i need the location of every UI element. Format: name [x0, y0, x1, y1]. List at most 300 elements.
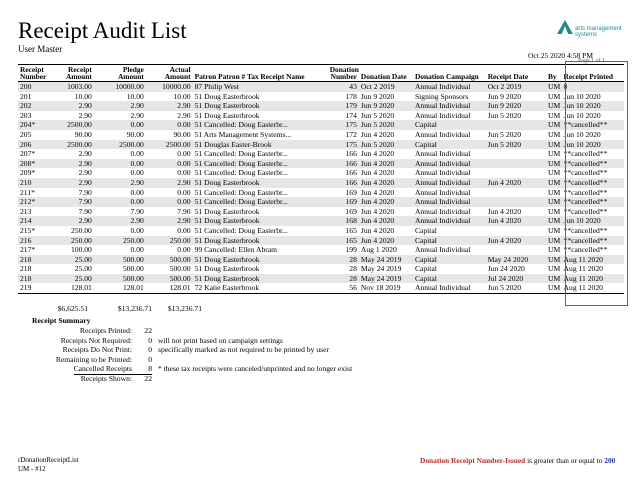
summary-value: 22: [144, 326, 152, 335]
cell-receipt-amount: 2.90: [78, 149, 92, 159]
cell-by: UM: [547, 158, 561, 168]
cell-receipt-printed: Aug 11 2020: [562, 255, 624, 265]
cell-receipt-date: Jun 5 2020: [486, 140, 546, 150]
cell-by: UM: [547, 187, 561, 197]
cell-pledge-amount: 2500.00: [94, 140, 146, 150]
cell-receipt-date: [486, 149, 546, 159]
summary-note: will not print based on campaign settings: [158, 335, 283, 345]
cell-receipt-number: 206: [18, 140, 47, 150]
summary-row: [18, 345, 348, 355]
cell-donation-number: 28: [328, 255, 359, 265]
cell-actual-amount: 0.00: [177, 225, 191, 235]
cell-receipt-amount: 7.90: [78, 206, 92, 216]
col-actual-amount: Actual Amount: [146, 65, 193, 82]
cell-donation-campaign: Annual Individual: [413, 216, 486, 226]
cell-pledge-amount: 2.90: [94, 216, 146, 226]
cell-donation-number: 28: [349, 264, 357, 274]
cell-receipt-amount: 10.00: [74, 91, 92, 101]
cell-patron: 51 Doug Easterbrook: [193, 178, 328, 188]
cell-by: UM: [547, 273, 561, 283]
cell-donation-date: Jun 5 2020: [359, 120, 413, 130]
cell-donation-number: 199: [345, 245, 357, 255]
cell-donation-campaign: Signing Sponsors: [414, 91, 469, 101]
cell-patron: 51 Doug Easterbrook: [193, 101, 328, 111]
cell-receipt-number: 218: [18, 274, 47, 284]
cell-receipt-date: Jun 9 2020: [486, 101, 546, 111]
printed-date: Oct 25 2020 4:58 PM: [528, 51, 594, 60]
cell-patron: 87 Philip West: [193, 82, 328, 92]
cell-actual-amount: 500.00: [146, 274, 193, 284]
cell-pledge-amount: 10.00: [126, 91, 144, 101]
table-row: [18, 207, 624, 217]
cell-patron: 51 Cancelled: Doug Easterbr...: [194, 149, 288, 159]
cell-donation-campaign: Annual Individual: [414, 168, 471, 178]
cell-receipt-amount: 2500.00: [47, 120, 94, 130]
cell-donation-number: 169: [345, 187, 357, 197]
cell-receipt-amount: 25.00: [47, 255, 94, 265]
cell-receipt-amount: 2.90: [47, 159, 94, 169]
col-by: By: [546, 65, 562, 82]
cell-donation-date: Jun 4 2020: [360, 149, 395, 159]
cell-donation-campaign: Annual Individual: [414, 129, 471, 139]
cell-receipt-printed: **cancelled**: [563, 225, 608, 235]
summary-label: Receipts Printed:: [79, 326, 132, 335]
cell-receipt-number: 201: [20, 91, 32, 101]
cell-donation-number: 175: [328, 140, 359, 150]
cell-receipt-date: Oct 2 2019: [486, 82, 546, 92]
cell-pledge-amount: 2.90: [130, 110, 144, 120]
cell-receipt-printed: **cancelled**: [562, 159, 624, 169]
cell-receipt-date: [486, 168, 546, 178]
cell-donation-number: 174: [345, 110, 357, 120]
cell-receipt-number: 200: [18, 82, 47, 92]
cell-patron: 51 Doug Easterbrook: [194, 91, 260, 101]
cell-receipt-printed: Jun 10 2020: [562, 140, 624, 150]
cell-donation-campaign: Annual Individual: [414, 245, 471, 255]
report-subtitle: User Master: [18, 44, 63, 54]
cell-receipt-number: 214: [18, 216, 47, 226]
cell-by: UM: [547, 283, 561, 293]
cell-receipt-number: 218: [20, 264, 32, 274]
cell-receipt-printed: Jun 10 2020: [562, 216, 624, 226]
table-header-row: [18, 65, 624, 82]
cell-by: UM: [547, 206, 561, 216]
cell-actual-amount: 0.00: [146, 120, 193, 130]
table-row: [18, 216, 624, 226]
filter-field: Donation Receipt Number-Issued: [420, 456, 526, 465]
summary-label: Receipts Shown:: [80, 373, 132, 383]
total-actual-amount: $13,236.71: [167, 304, 202, 313]
cell-donation-number: 166: [345, 168, 357, 178]
cell-receipt-date: Jun 4 2020: [486, 236, 546, 246]
table-row: [18, 92, 624, 102]
cell-receipt-printed: Jun 10 2020: [563, 91, 601, 101]
cell-receipt-amount: 25.00: [74, 264, 92, 274]
summary-note: * these tax receipts were canceled/unprinted and no longer exist: [158, 364, 353, 373]
cell-receipt-date: [486, 197, 546, 207]
cell-receipt-number: 212*: [18, 197, 47, 207]
cell-actual-amount: 500.00: [169, 264, 191, 274]
cell-receipt-amount: 100.00: [70, 245, 92, 255]
cell-receipt-amount: 2.90: [78, 168, 92, 178]
cell-receipt-date: Jun 5 2020: [486, 283, 546, 293]
cell-donation-campaign: Annual Individual: [413, 178, 486, 188]
col-patron: Patron Patron # Tax Receipt Name: [193, 65, 328, 82]
cell-pledge-amount: 0.00: [94, 197, 146, 207]
cell-receipt-amount: 250.00: [70, 225, 92, 235]
footer-filter-rule: [420, 456, 615, 465]
cell-pledge-amount: 7.90: [130, 206, 144, 216]
cell-by: UM: [547, 225, 561, 235]
cell-pledge-amount: 250.00: [94, 236, 146, 246]
cell-actual-amount: 0.00: [177, 149, 191, 159]
cell-receipt-date: [486, 188, 546, 198]
summary-label: Cancelled Receipts: [73, 364, 132, 373]
cell-by: UM: [547, 120, 561, 130]
cell-by: UM: [547, 168, 561, 178]
cell-receipt-amount: 7.90: [47, 197, 94, 207]
cell-receipt-date: Jun 24 2020: [487, 264, 525, 274]
cell-pledge-amount: 0.00: [94, 120, 146, 130]
cell-receipt-printed: 0: [562, 82, 624, 92]
summary-note: specifically marked as not required to be printed by user: [158, 345, 330, 354]
footer-user-line: UM - #12: [18, 465, 46, 473]
cell-donation-number: 169: [345, 206, 357, 216]
cell-donation-number: 178: [345, 91, 357, 101]
table-row: [18, 188, 624, 198]
cell-patron: 51 Douglas Easter-Brook: [193, 140, 328, 150]
col-receipt-amount: Receipt Amount: [47, 65, 94, 82]
cell-actual-amount: 0.00: [177, 245, 191, 255]
table-row: [18, 197, 624, 207]
filter-operator: is greater than or equal to: [525, 456, 605, 465]
cell-donation-number: 172: [345, 129, 357, 139]
cell-donation-number: 165: [328, 236, 359, 246]
cell-pledge-amount: 0.00: [94, 159, 146, 169]
summary-value: 0: [148, 335, 152, 345]
footer-report-name: rDonationReceiptList: [18, 456, 79, 464]
report-title: Receipt Audit List: [18, 18, 187, 43]
cell-receipt-printed: **cancelled**: [563, 245, 608, 255]
cell-pledge-amount: 500.00: [94, 274, 146, 284]
cell-donation-campaign: Capital: [413, 274, 486, 284]
cell-receipt-date: [486, 159, 546, 169]
cell-donation-campaign: Capital: [413, 140, 486, 150]
summary-row: [18, 326, 348, 336]
cell-patron: 51 Cancelled: Doug Easterbr...: [194, 187, 288, 197]
cell-receipt-amount: 2.90: [78, 110, 92, 120]
cell-receipt-amount: 1003.00: [47, 82, 94, 92]
cell-donation-number: 166: [328, 178, 359, 188]
summary-row: [18, 374, 348, 384]
summary-label: Receipts Not Required:: [60, 335, 132, 345]
cell-patron: 51 Cancelled: Doug Easterbr...: [193, 197, 328, 207]
cell-actual-amount: 2.90: [146, 216, 193, 226]
cell-receipt-printed: **cancelled**: [562, 236, 624, 246]
col-receipt-date: Receipt Date: [486, 65, 546, 82]
cell-donation-campaign: Capital: [413, 120, 486, 130]
cell-receipt-number: 208*: [18, 159, 47, 169]
cell-donation-campaign: Annual Individual: [413, 283, 486, 293]
cell-donation-number: 175: [328, 120, 359, 130]
cell-patron: 51 Cancelled: Doug Easterbr...: [194, 168, 288, 178]
cell-actual-amount: 250.00: [146, 236, 193, 246]
table-row: [18, 82, 624, 92]
cell-receipt-amount: 2500.00: [47, 140, 94, 150]
summary-label: Remaining to be Printed:: [55, 354, 132, 364]
col-receipt-printed: Receipt Printed: [562, 65, 624, 82]
summary-title: Receipt Summary: [32, 316, 91, 325]
cell-receipt-amount: 90.00: [74, 129, 92, 139]
cell-pledge-amount: 90.00: [126, 129, 144, 139]
cell-patron: 51 Doug Easterbrook: [194, 110, 260, 120]
cell-by: UM: [547, 177, 561, 187]
cell-actual-amount: 7.90: [177, 206, 191, 216]
cell-donation-date: May 24 2019: [359, 274, 413, 284]
cell-receipt-amount: 2.90: [47, 178, 94, 188]
cell-receipt-date: [486, 226, 546, 236]
cell-donation-date: Jun 4 2020: [359, 178, 413, 188]
cell-pledge-amount: 2.90: [94, 178, 146, 188]
cell-patron: 51 Doug Easterbrook: [193, 274, 328, 284]
cell-donation-date: Jun 4 2020: [360, 225, 395, 235]
cell-patron: 51 Cancelled: Doug Easterbr...: [193, 159, 328, 169]
cell-actual-amount: 2500.00: [146, 140, 193, 150]
cell-receipt-date: Jun 5 2020: [487, 129, 522, 139]
cell-actual-amount: 0.00: [146, 197, 193, 207]
cell-donation-number: 28: [328, 274, 359, 284]
cell-donation-campaign: Annual Individual: [414, 149, 471, 159]
cell-pledge-amount: 0.00: [130, 168, 144, 178]
cell-donation-date: May 24 2019: [360, 264, 402, 274]
cell-receipt-number: 203: [20, 110, 32, 120]
cell-donation-date: Jun 4 2020: [359, 216, 413, 226]
col-receipt-number: Receipt Number: [20, 64, 47, 82]
cell-receipt-number: 216: [18, 236, 47, 246]
cell-donation-number: 43: [328, 82, 359, 92]
summary-row: [18, 364, 353, 374]
cell-receipt-number: 207*: [20, 149, 36, 159]
cell-donation-campaign: Annual Individual: [414, 110, 471, 120]
cell-receipt-date: Jul 24 2020: [486, 274, 546, 284]
cell-donation-date: Jun 9 2020: [359, 101, 413, 111]
cell-by: UM: [547, 101, 561, 111]
cell-patron: 51 Cancelled: Doug Easterbr...: [194, 225, 288, 235]
cell-donation-campaign: Capital: [413, 255, 486, 265]
cell-by: UM: [547, 254, 561, 264]
table-row: [18, 168, 624, 178]
cell-receipt-date: [486, 120, 546, 130]
cell-receipt-amount: 128.01: [47, 283, 94, 293]
cell-receipt-amount: 2.90: [47, 101, 94, 111]
cell-patron: 72 Katie Easterbrook: [193, 283, 328, 293]
receipt-table: [18, 64, 624, 294]
cell-actual-amount: 0.00: [177, 187, 191, 197]
table-row: [18, 226, 624, 236]
cell-actual-amount: 2.90: [146, 101, 193, 111]
cell-receipt-date: May 24 2020: [486, 255, 546, 265]
cell-donation-date: May 24 2019: [359, 255, 413, 265]
cell-pledge-amount: 0.00: [130, 225, 144, 235]
cell-by: UM: [547, 264, 561, 274]
cell-receipt-number: 209*: [20, 168, 36, 178]
logo-text: arts management systems: [575, 26, 622, 38]
cell-by: UM: [547, 82, 561, 91]
cell-receipt-amount: 2.90: [47, 216, 94, 226]
cell-actual-amount: 128.01: [146, 283, 193, 293]
cell-pledge-amount: 10000.00: [94, 82, 146, 92]
summary-value: 0: [148, 354, 152, 364]
col-donation-number: Donation Number: [329, 64, 359, 82]
cell-receipt-number: 205: [20, 129, 32, 139]
cell-donation-campaign: Annual Individual: [414, 187, 471, 197]
cell-receipt-date: Jun 4 2020: [487, 206, 522, 216]
cell-patron: 51 Arts Management Systems...: [194, 129, 292, 139]
col-pledge-amount: Pledge Amount: [94, 65, 146, 82]
cell-receipt-number: 202: [18, 101, 47, 111]
cell-receipt-amount: 25.00: [47, 274, 94, 284]
cell-donation-date: Nov 18 2019: [359, 283, 413, 293]
cell-donation-campaign: Annual Individual: [413, 197, 486, 207]
cell-by: UM: [547, 110, 561, 120]
col-donation-date: Donation Date: [359, 65, 413, 82]
cell-donation-campaign: Capital: [414, 225, 437, 235]
total-pledge-amount: $13,236.71: [117, 304, 152, 313]
cell-donation-campaign: Capital: [414, 264, 437, 274]
receipt-printed-highlight: [565, 61, 628, 306]
cell-patron: 51 Doug Easterbrook: [193, 236, 328, 246]
cell-receipt-number: 215*: [20, 225, 36, 235]
cell-by: UM: [547, 197, 561, 207]
cell-receipt-number: 210: [18, 178, 47, 188]
cell-pledge-amount: 0.00: [130, 245, 144, 255]
table-row: [18, 140, 624, 150]
cell-by: UM: [547, 139, 561, 149]
cell-donation-date: Jun 4 2020: [359, 159, 413, 169]
cell-donation-number: 165: [345, 225, 357, 235]
receipt-summary: [18, 316, 353, 383]
cell-receipt-number: 219: [18, 283, 47, 293]
cell-receipt-number: 213: [20, 206, 32, 216]
cell-receipt-printed: **cancelled**: [563, 168, 608, 178]
table-row: [18, 236, 624, 246]
summary-row: [18, 336, 348, 346]
cell-receipt-date: [486, 245, 546, 255]
summary-label: Receipts Do Not Print:: [62, 345, 132, 354]
cell-by: UM: [547, 149, 561, 159]
page-info: Page 1 of 1: [578, 58, 606, 64]
cell-pledge-amount: 2.90: [94, 101, 146, 111]
table-row: [18, 120, 624, 130]
table-row: [18, 178, 624, 188]
total-receipt-amount: $6,625.51: [57, 304, 88, 313]
cell-donation-date: Jun 4 2020: [360, 168, 395, 178]
cell-receipt-printed: Jun 10 2020: [562, 101, 624, 111]
cell-receipt-printed: Aug 11 2020: [562, 283, 624, 293]
cell-donation-date: Jun 4 2020: [360, 187, 395, 197]
table-row: [18, 159, 624, 169]
cell-pledge-amount: 0.00: [130, 187, 144, 197]
cell-pledge-amount: 500.00: [94, 255, 146, 265]
cell-actual-amount: 2.90: [177, 110, 191, 120]
cell-receipt-date: Jun 5 2020: [487, 110, 522, 120]
table-row: [18, 264, 624, 274]
cell-patron: 51 Doug Easterbrook: [194, 206, 260, 216]
cell-receipt-date: Jun 4 2020: [486, 216, 546, 226]
cell-donation-date: Jun 4 2020: [360, 206, 395, 216]
cell-receipt-number: 217*: [20, 245, 36, 255]
table-row: [18, 255, 624, 265]
table-row: [18, 274, 624, 284]
table-row: [18, 101, 624, 111]
table-row: [18, 283, 624, 293]
cell-donation-number: 179: [328, 101, 359, 111]
cell-receipt-number: 211*: [20, 187, 35, 197]
cell-receipt-printed: Jun 10 2020: [563, 110, 601, 120]
cell-donation-number: 56: [328, 283, 359, 293]
cell-patron: 51 Doug Easterbrook: [194, 264, 260, 274]
cell-donation-date: Jun 4 2020: [359, 236, 413, 246]
cell-pledge-amount: 500.00: [122, 264, 144, 274]
cell-receipt-date: Jun 9 2020: [487, 91, 522, 101]
cell-patron: 51 Doug Easterbrook: [193, 216, 328, 226]
cell-actual-amount: 10.00: [173, 91, 191, 101]
cell-receipt-printed: **cancelled**: [563, 206, 608, 216]
cell-by: UM: [547, 129, 561, 139]
cell-donation-campaign: Capital: [413, 236, 486, 246]
cell-by: UM: [547, 235, 561, 245]
table-row: [18, 130, 624, 140]
summary-value: 22: [144, 373, 152, 383]
cell-receipt-number: 204*: [18, 120, 47, 130]
cell-donation-number: 166: [328, 159, 359, 169]
cell-receipt-printed: **cancelled**: [562, 197, 624, 207]
cell-receipt-printed: Aug 11 2020: [562, 274, 624, 284]
cell-donation-date: Jun 4 2020: [359, 197, 413, 207]
table-row: [18, 111, 624, 121]
cell-receipt-amount: 7.90: [78, 187, 92, 197]
cell-donation-campaign: Annual Individual: [414, 206, 471, 216]
cell-receipt-printed: **cancelled**: [563, 149, 608, 159]
cell-patron: 51 Cancelled: Doug Easterbr...: [193, 120, 328, 130]
cell-actual-amount: 0.00: [146, 159, 193, 169]
cell-donation-date: Jun 5 2020: [360, 110, 395, 120]
table-row: [18, 245, 624, 255]
cell-actual-amount: 0.00: [177, 168, 191, 178]
cell-by: UM: [547, 245, 561, 255]
cell-donation-date: Jun 5 2020: [359, 140, 413, 150]
cell-donation-date: Jun 4 2020: [360, 129, 395, 139]
cell-receipt-printed: **cancelled**: [562, 120, 624, 130]
footer-report-info: [18, 456, 79, 474]
cell-donation-number: 166: [345, 149, 357, 159]
cell-donation-date: Aug 1 2020: [360, 245, 397, 255]
cell-receipt-amount: 250.00: [47, 236, 94, 246]
filter-value: 200: [604, 456, 616, 465]
cell-receipt-printed: **cancelled**: [563, 187, 608, 197]
cell-receipt-printed: **cancelled**: [562, 178, 624, 188]
cell-donation-number: 168: [328, 216, 359, 226]
cell-donation-campaign: Annual Individual: [413, 82, 486, 92]
cell-actual-amount: 90.00: [173, 129, 191, 139]
cell-actual-amount: 10000.00: [146, 82, 193, 92]
summary-row: [18, 355, 348, 365]
cell-donation-number: 169: [328, 197, 359, 207]
cell-by: UM: [547, 216, 561, 226]
cell-pledge-amount: 128.01: [94, 283, 146, 293]
summary-value: 8: [132, 364, 152, 375]
cell-donation-date: Oct 2 2019: [359, 82, 413, 92]
